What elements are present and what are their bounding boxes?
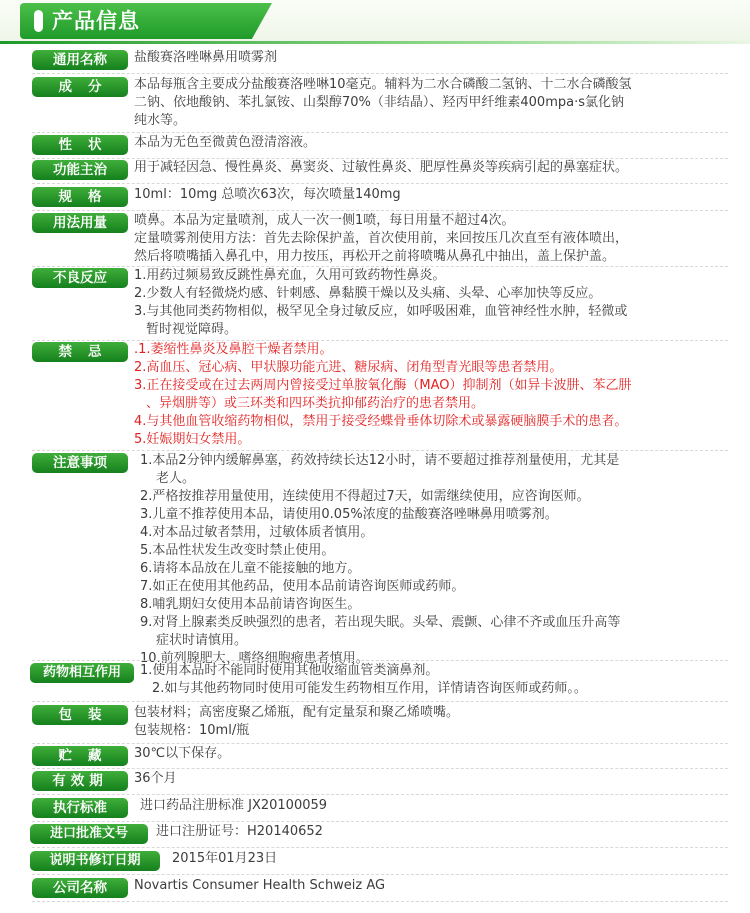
- divider: [32, 768, 728, 769]
- value-indications: 用于减轻因急、慢性鼻炎、鼻窦炎、过敏性鼻炎、肥厚性鼻炎等疾病引起的鼻塞症状。: [134, 160, 629, 175]
- value-dosage: 喷鼻。本品为定量喷剂，成人一次一侧1喷，每日用量不超过4次。 定量喷雾剂使用方法：首先去除保护盖，首次使用前，来回按压几次直至有液体喷出， 然后将喷嘴插入鼻孔中，用力按压，再松开之前将喷嘴从鼻孔中抽出，盖上保护盖。: [134, 213, 629, 264]
- value-appearance: 本品为无色至微黄色澄清溶液。: [134, 135, 317, 150]
- label-package: 包装: [32, 705, 128, 725]
- divider: [32, 73, 728, 74]
- divider: [32, 743, 728, 744]
- divider: [32, 794, 728, 795]
- divider: [32, 210, 728, 211]
- divider: [32, 132, 728, 133]
- divider: [32, 821, 728, 822]
- value-package: 包装材料；高密度聚乙烯瓶，配有定量泵和聚乙烯喷嘴。 包装规格：10ml/瓶: [134, 705, 460, 738]
- divider: [32, 660, 728, 661]
- label-ingredients: 成分: [32, 77, 128, 97]
- value-specification: 10ml：10mg 总喷次63次，每次喷量140mg: [134, 187, 401, 202]
- value-import-approval: 进口注册证号：H20140652: [156, 824, 323, 839]
- header-underline: [0, 41, 750, 44]
- value-standard: 进口药品注册标准 JX20100059: [140, 798, 328, 813]
- label-standard: 执行标准: [32, 798, 128, 818]
- label-specification: 规格: [32, 187, 128, 207]
- value-generic-name: 盐酸赛洛唑啉鼻用喷雾剂: [134, 50, 278, 65]
- divider: [32, 183, 728, 184]
- label-storage: 贮藏: [32, 746, 128, 766]
- value-precautions: 1.本品2分钟内缓解鼻塞，药效持续长达12小时，请不要超过推荐剂量使用，尤其是 老人。 2.严格按推荐用量使用，连续使用不得超过7天，如需继续使用，应咨询医师。 3.儿童不推荐使用本品，请使用0.05%浓度的盐酸赛洛唑啉鼻用喷雾剂。 4.对本品过敏者禁用，过敏体质者慎用。 5.本品性状发生改变时禁止使用。 6.请将本品放在儿童不能接触的地方。 7.如正在使用其他药品，使用本品前请咨询医师或药师。 8.哺乳期妇女使用本品前请咨询医生。 9.对肾上腺素类反映强烈的患者，若出现失眠。头晕、震颤、心律不齐或血压升高等 症状时请慎用。 10.前列腺肥大、嗜络细胞瘤患者慎用。: [140, 453, 621, 666]
- value-contraindications: .1.萎缩性鼻炎及鼻腔干燥者禁用。 2.高血压、冠心病、甲状腺功能亢进、糖尿病、闭角型青光眼等患者禁用。 3.正在接受或在过去两周内曾接受过单胺氧化酶（MAO）抑制剂（如异卡波肼、苯乙肼 、异烟肼等）或三环类和四环类抗抑郁药治疗的患者禁用。 4.与其他血管收缩药物相似，禁用于接受经蝶骨垂体切除术或暴露硬脑膜手术的患者。 5.妊娠期妇女禁用。: [134, 342, 632, 447]
- value-revision-date: 2015年01月23日: [172, 851, 278, 866]
- value-validity: 36个月: [134, 771, 177, 786]
- section-title: 产品信息: [52, 9, 140, 33]
- value-storage: 30℃以下保存。: [134, 746, 231, 761]
- divider: [32, 847, 728, 848]
- label-precautions: 注意事项: [32, 453, 128, 473]
- header-pill-icon: [34, 10, 43, 32]
- label-dosage: 用法用量: [32, 213, 128, 233]
- value-adverse-reactions: 1.用药过频易致反跳性鼻充血，久用可致药物性鼻炎。 2.少数人有轻微烧灼感、针刺感、鼻黏膜干燥以及头痛、头晕、心率加快等反应。 3.与其他同类药物相似，极罕见全身过敏反应，如呼吸困难，血管神经性水肿，轻微或 暂时视觉障碍。: [134, 268, 628, 337]
- label-indications: 功能主治: [32, 160, 128, 180]
- divider: [32, 901, 728, 902]
- value-ingredients: 本品每瓶含主要成分盐酸赛洛唑啉10毫克。辅料为二水合磷酸二氢钠、十二水合磷酸氢 二钠、依地酸钠、苯扎氯铵、山梨醇70%（非结晶）、羟丙甲纤维素400mpa·s氯化钠 纯水等。: [134, 77, 632, 128]
- label-contraindications: 禁忌: [32, 342, 128, 362]
- label-adverse-reactions: 不良反应: [32, 268, 128, 288]
- label-appearance: 性状: [32, 135, 128, 155]
- label-revision-date: 说明书修订日期: [30, 851, 160, 871]
- value-company: Novartis Consumer Health Schweiz AG: [134, 878, 386, 893]
- divider: [32, 450, 728, 451]
- section-header: [0, 0, 750, 44]
- label-import-approval: 进口批准文号: [30, 824, 148, 844]
- divider: [32, 701, 728, 702]
- label-interactions: 药物相互作用: [30, 663, 134, 683]
- label-company: 公司名称: [32, 878, 128, 898]
- label-generic-name: 通用名称: [32, 50, 128, 70]
- value-interactions: 1.使用本品时不能同时使用其他收缩血管类滴鼻剂。 2.如与其他药物同时使用可能发生药物相互作用，详情请咨询医师或药师。。: [140, 663, 587, 696]
- divider: [32, 874, 728, 875]
- label-validity: 有效期: [32, 771, 128, 791]
